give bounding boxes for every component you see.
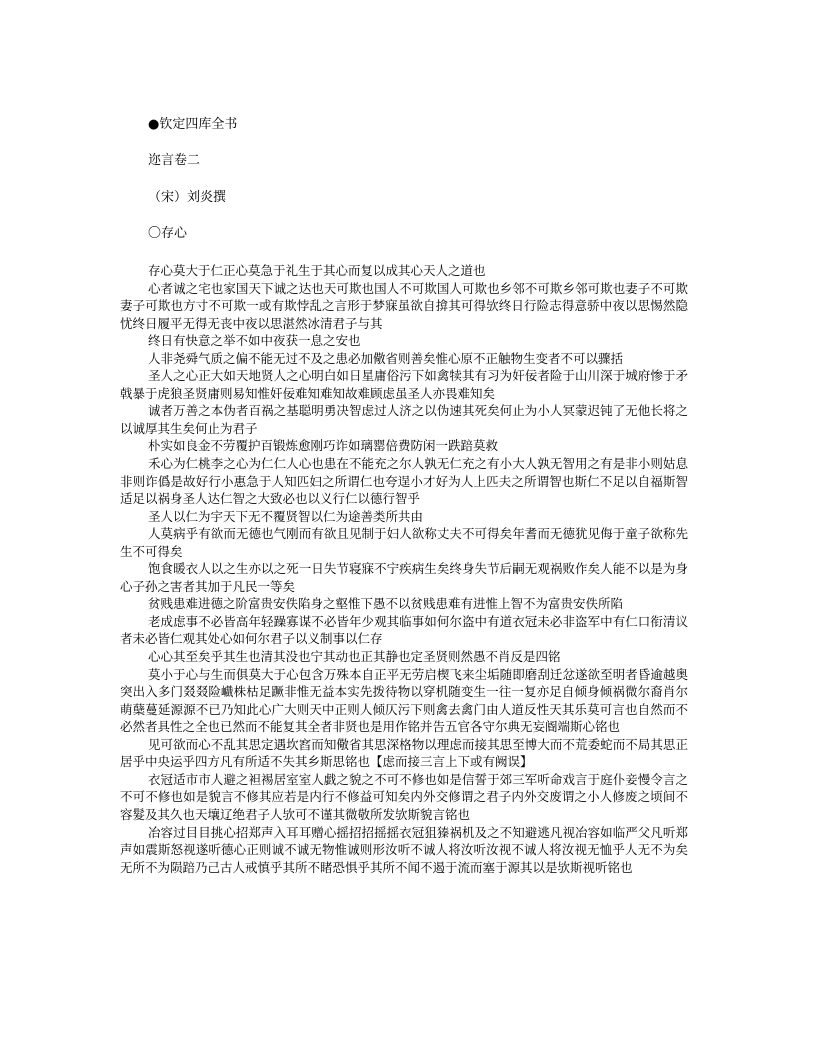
paragraph: 禾心为仁桃李之心为仁仁人心也患在不能充之尔人孰无仁充之有小大人孰无智用之有是非小则姑息非则诈僞是故好行小惠急于人知匹妇之所谓仁也夸逞小才好为人上匹夫之所谓智也斯仁不足以自福斯智适足以祸身圣人达仁智之大致必也以义行仁以德行智乎 <box>120 456 688 507</box>
paragraph: 人非尧舜气质之偏不能无过不及之患必加儆省则善矣惟心原不正触物生变者不可以骤括 <box>148 350 624 366</box>
paragraph: 圣人以仁为宇天下无不覆贤智以仁为途善类所共由 <box>148 508 424 524</box>
paragraph: 心心其至矣乎其生也清其没也宁其动也正其静也定圣贤则然愚不肖反是四铭 <box>148 649 561 665</box>
paragraph: 朴实如良金不劳覆护百锻炼愈刚巧诈如璃罂倍费防闲一跌踣莫救 <box>148 438 499 454</box>
paragraph: 人莫病乎有欲而无德也气刚而有欲且见制于妇人欲称丈夫不可得矣年耆而无德犹见侮于童子欲称先生不可得矣 <box>120 526 688 559</box>
paragraph: 衣冠适市市人避之袒裼居室室人戯之貌之不可不修也如是信誓于郊三军听命戏言于庭仆妾慢令言之不可不修也如是貌言不修其应若是内行不修益可知矣内外交修谓之君子内外交废谓之小人修废之顷间不容髮及其久也天壤辽绝君子人欤可不谨其微敬所发欤斯貌言铭也 <box>120 771 688 822</box>
paragraph: 存心莫大于仁正心莫急于礼生于其心而复以成其心天人之道也 <box>148 263 486 278</box>
paragraph: 老成虑事不必皆高年轻躁寡谋不必皆年少观其临事如何尔盗中有道衣冠未必非盗军中有仁口衔清议者未必皆仁观其处心如何尔君子以义制事以仁存 <box>120 613 688 647</box>
paragraph: 心者诚之宅也家国天下诚之达也天可欺也国人不可欺国人可欺也乡邻不可欺乡邻可欺也妻子不可欺妻子可欺也方寸不可欺一或有欺悖乱之言形于梦寐虽欲自揜其可得欤终日行险志得意骄中夜以思惕然隐忧终日履平无得无丧中夜以思湛然冰清君子与其 <box>120 280 688 331</box>
paragraph: 终日有快意之举不如中夜获一息之安也 <box>148 333 361 349</box>
author-line: （宋）刘炎撰 <box>148 190 227 205</box>
section-heading: 〇存心 <box>148 226 188 241</box>
volume-title: 迩言卷二 <box>148 153 201 168</box>
body-text <box>120 262 688 876</box>
paragraph: 见可欲而心不乱其思定遇坎窞而知儆省其思深格物以理虑而接其思至博大而不荒委蛇而不局其思正居乎中央运乎四方凡有所适不失其乡斯思铭也【虑而接三言上下或有阙误】 <box>120 736 688 770</box>
paragraph: 贫贱患难进德之阶富贵安佚陷身之壑惟下愚不以贫贱患难有进惟上智不为富贵安佚所陷 <box>148 596 624 612</box>
collection-title: ●钦定四库全书 <box>148 117 238 132</box>
paragraph: 冶容过目目挑心招郑声入耳耳赠心摇招招摇摇衣冠狙獉祸机及之不知避逃凡视冶容如临严父凡听郑声如震斯怒视遂听德心正则诚不诚无物惟诚则形汝听不诚人将汝听汝视不诚人将汝视无恤乎人无不为矣无所不为陨踣乃己古人戒慎乎其所不睹恐惧乎其所不闻不遏于流而塞于源其以是欤斯视听铭也 <box>120 824 688 875</box>
paragraph: 莫小于心与生而俱莫大于心包含万殊本自正平无劳启楔飞来尘垢随即磨刮迁忿遂欲至明者昏逾越奥突出入多门叕叕险巇株枯足蹶非惟无益本实先拨待物以穿机随变生一往一复亦足自倾身倾祸微尔裔肖尔萌蘖蔓延源源不已乃知此心广大则天中正则人倾仄污下则禽去禽门由人道反性天其乐莫可言也自然而不必然者具性之全也已然而不能复其全者非贤也是用作铭并告五官各守尔典无妄阍端斯心铭也 <box>120 666 688 735</box>
paragraph: 饱食暖衣人以之生亦以之死一日失节寝寐不宁疾病生矣终身失节后嗣无观祸败作矣人能不以是为身心子孙之害者其加于凡民一等矣 <box>120 561 688 594</box>
paragraph: 圣人之心正大如天地贤人之心明白如日星庸俗污下如禽犊其有习为奸佞者险于山川深于城府惨于矛戟暴于虎狼圣贤庸则易知惟奸佞难知难知故难顾虑虽圣人亦畏难知矣 <box>120 368 688 401</box>
paragraph: 诚者万善之本伪者百祸之基聪明勇决智虑过人济之以伪速其死矣何止为小人冥蒙迟钝了无他长将之以诚厚其生矣何止为君子 <box>120 403 688 436</box>
